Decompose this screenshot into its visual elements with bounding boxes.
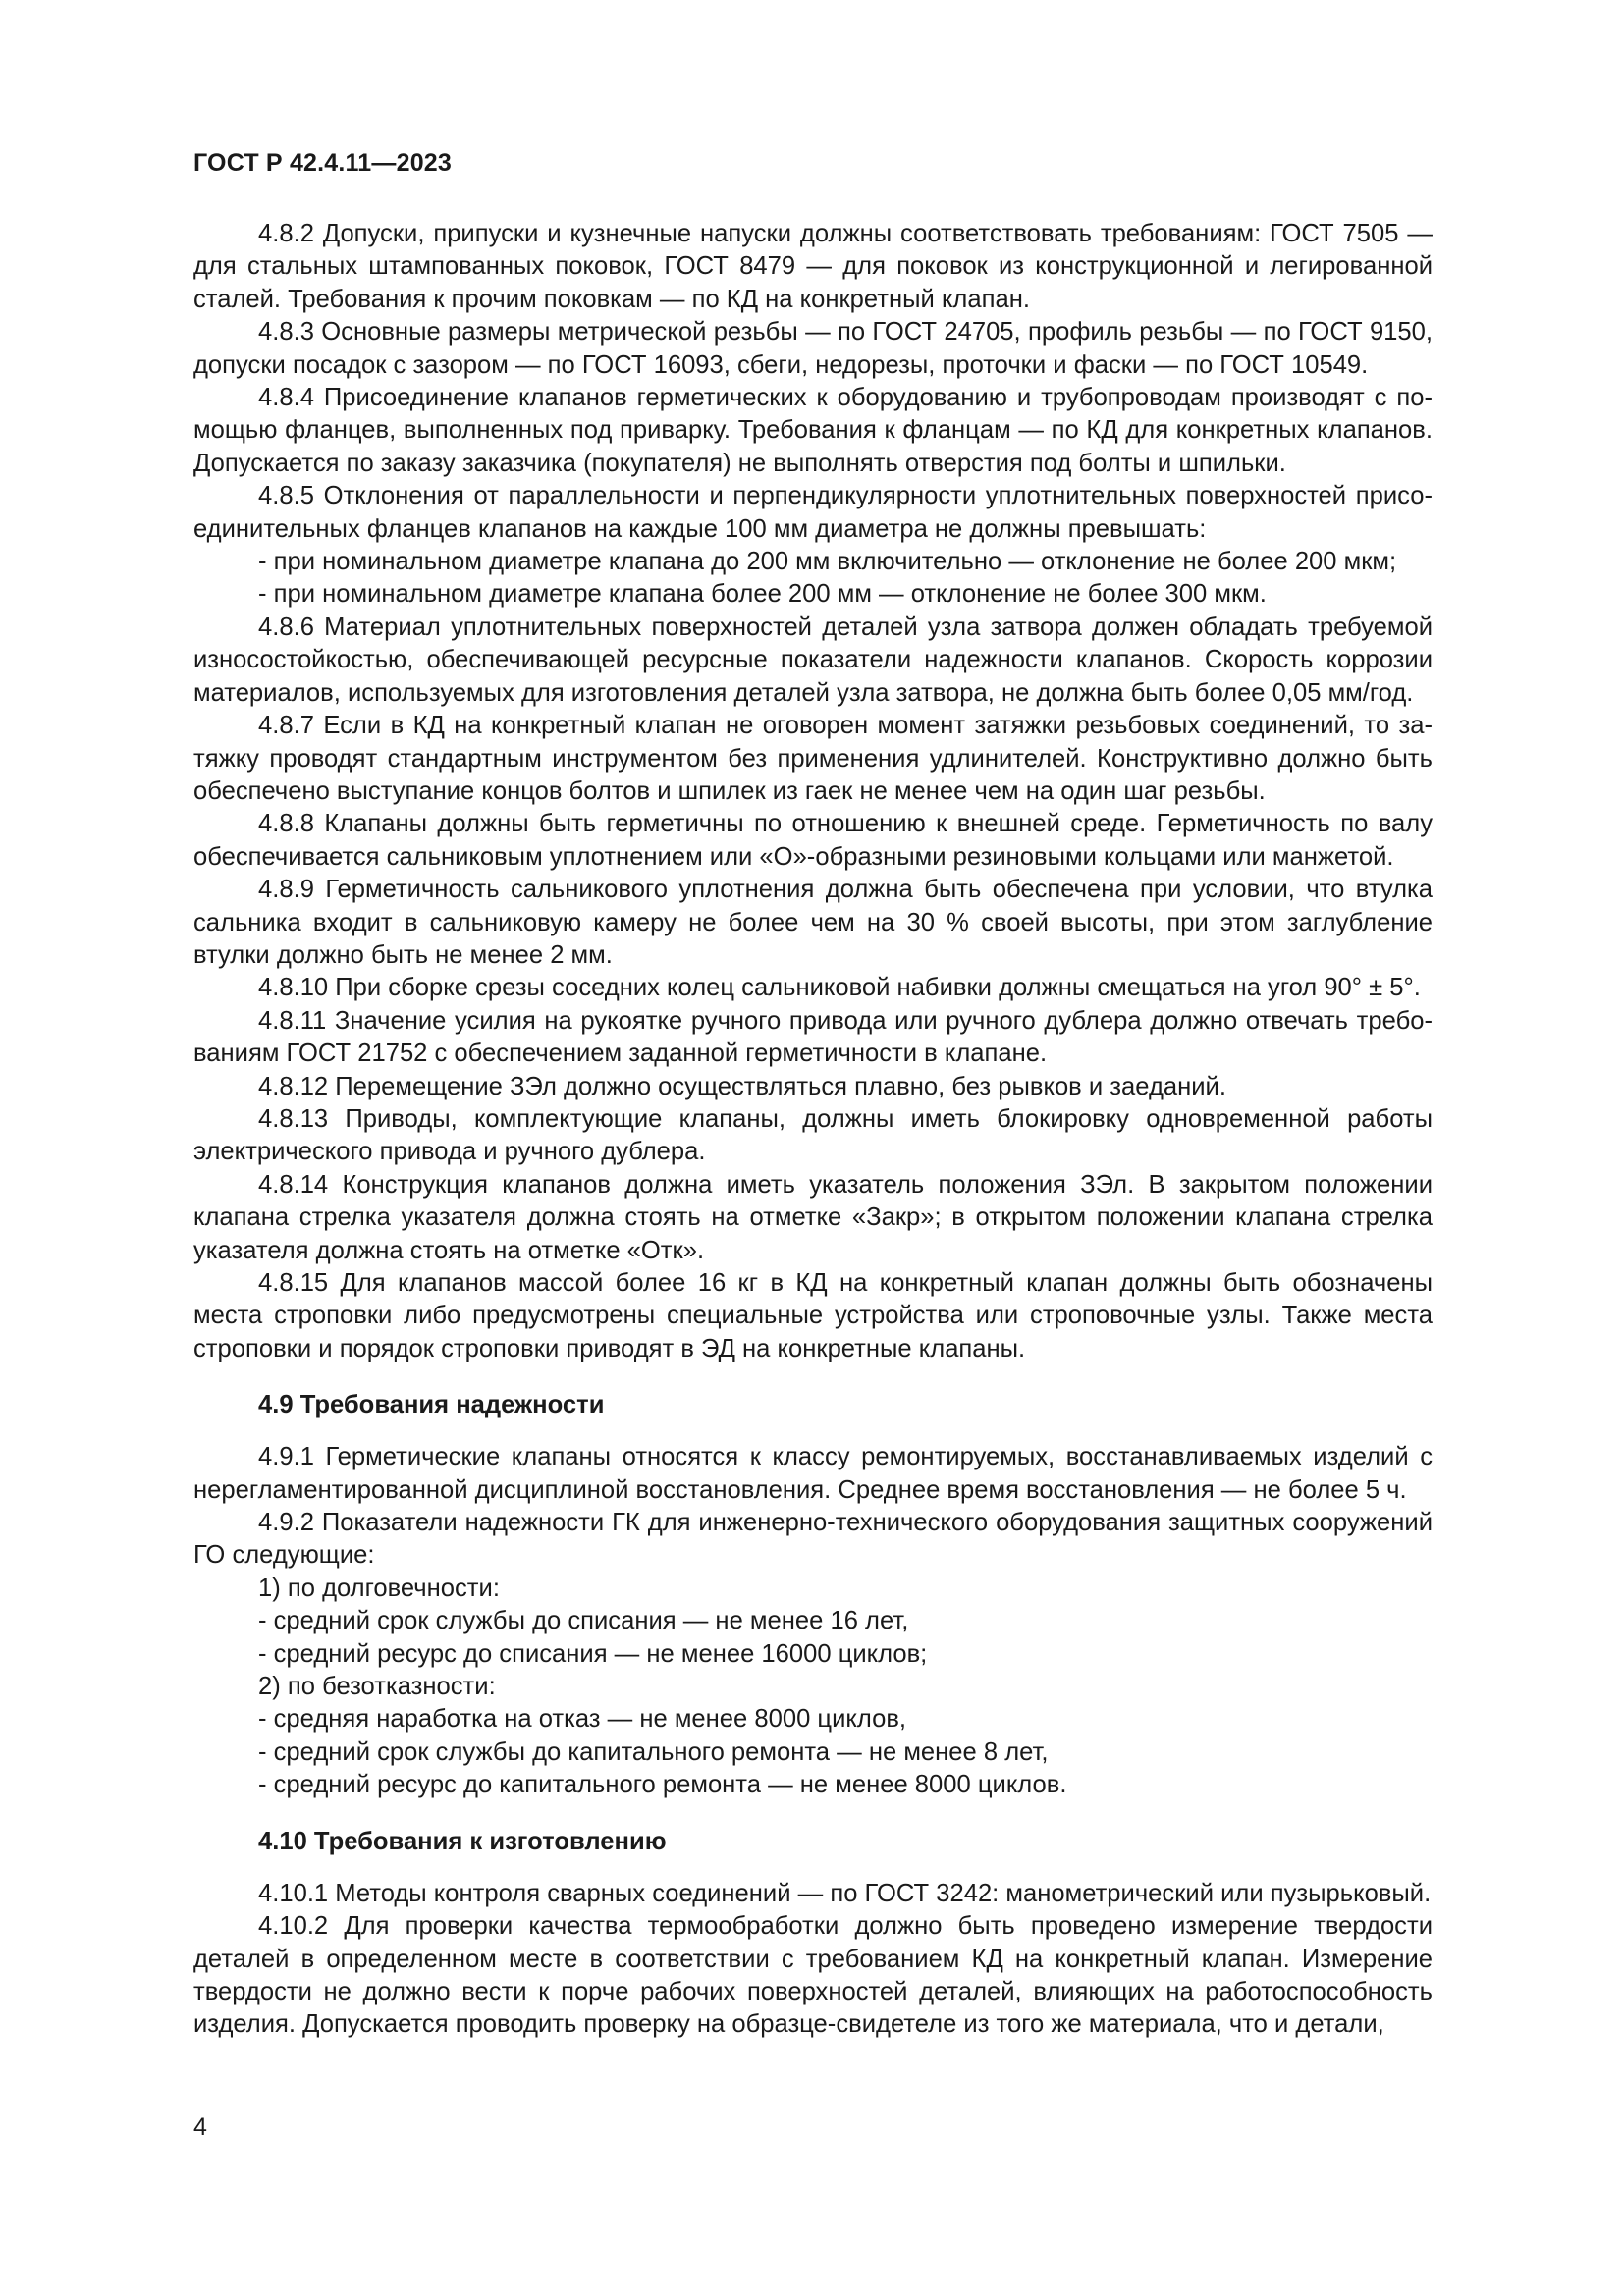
page-number: 4 <box>193 2113 207 2141</box>
list-item-4-8-5-a: - при номинальном диаметре клапана до 200 мм включительно — отклонение не более 200 мкм; <box>258 548 1397 576</box>
paragraph-4-8-2: 4.8.2 Допуски, припуски и кузнечные напуски должны соответствовать требованиям: ГОСТ 7505 — для стальных штампованных поковок, ГОСТ 8479 — для поковок из конструкционной и легированной сталей. Требования к прочим поковкам — по КД на конкретный клапан. <box>193 220 1433 313</box>
document-code-header: ГОСТ Р 42.4.11—2023 <box>193 149 453 177</box>
list-item-reliability: 2) по безотказности: <box>258 1673 496 1701</box>
document-body <box>193 218 1433 2042</box>
paragraph-4-8-14: 4.8.14 Конструкция клапанов должна иметь указатель положения ЗЭл. В закрытом положении клапана стрелка указателя должна стоять на отметке «Закр»; в открытом положении клапана стрелка указателя должна стоять на отметке «Отк». <box>193 1170 1433 1264</box>
paragraph-4-9-1: 4.9.1 Герметические клапаны относятся к классу ремонтируемых, восстанавливаемых изделий с нерегламентированной дисциплиной восстановления. Среднее время восстановления — не более 5 ч. <box>193 1443 1433 1504</box>
list-item-durability: 1) по долговечности: <box>258 1574 500 1602</box>
list-item-4-8-5-b: - при номинальном диаметре клапана более 200 мм — отклонение не более 300 мкм. <box>258 580 1267 609</box>
list-item-reliability-a: - средняя наработка на отказ — не менее 8000 циклов, <box>258 1705 907 1734</box>
section-heading-4-9: 4.9 Требования надежности <box>258 1391 605 1419</box>
paragraph-4-10-1: 4.10.1 Методы контроля сварных соединений — по ГОСТ 3242: манометрический или пузырьковый. <box>258 1879 1432 1907</box>
paragraph-4-9-2: 4.9.2 Показатели надежности ГК для инженерно-технического оборудования защитных сооружений ГО следующие: <box>193 1509 1433 1570</box>
list-item-durability-a: - средний срок службы до списания — не менее 16 лет, <box>258 1607 909 1635</box>
paragraph-4-8-12: 4.8.12 Перемещение ЗЭл должно осуществляться плавно, без рывков и заеданий. <box>258 1072 1226 1100</box>
paragraph-4-8-11: 4.8.11 Значение усилия на рукоятке ручного привода или ручного дублера должно отвечать требованиям ГОСТ 21752 с обеспечением заданной герметичности в клапане. <box>193 1006 1433 1068</box>
list-item-reliability-b: - средний срок службы до капитального ремонта — не менее 8 лет, <box>258 1737 1049 1766</box>
paragraph-4-8-4: 4.8.4 Присоединение клапанов герметических к оборудованию и трубопроводам производят с помощью фланцев, выполненных под приварку. Требования к фланцам — по КД для конкретных клапанов. Допускается по заказу заказчика (покупателя) не выполнять отверстия под болты и шпильки. <box>193 384 1433 477</box>
paragraph-4-8-15: 4.8.15 Для клапанов массой более 16 кг в КД на конкретный клапан должны быть обозначены места строповки либо предусмотрены специальные устройства или строповочные узлы. Также места строповки и порядок строповки приводят в ЭД на конкретные клапаны. <box>193 1269 1433 1362</box>
paragraph-4-8-6: 4.8.6 Материал уплотнительных поверхностей деталей узла затвора должен обладать требуемой износостойкостью, обеспечивающей ресурсные показатели надежности клапанов. Скорость коррозии материалов, используемых для изготовления деталей узла затвора, не должна быть более 0,05 мм/год. <box>193 613 1433 707</box>
paragraph-4-8-10: 4.8.10 При сборке срезы соседних колец сальниковой набивки должны смещаться на угол 90° ± 5°. <box>258 974 1421 1002</box>
paragraph-4-10-2: 4.10.2 Для проверки качества термообработки должно быть проведено измерение твердости деталей в определенном месте в соответствии с требованием КД на конкретный клапан. Измерение твердости не должно вести к порче рабочих поверхностей деталей, влияющих на работоспособность изделия. Допускается проводить проверку на образце-свидетеле из того же материала, что и детали, <box>193 1912 1433 2039</box>
paragraph-4-8-5: 4.8.5 Отклонения от параллельности и перпендикулярности уплотнительных поверхностей присоединительных фланцев клапанов на каждые 100 мм диаметра не должны превышать: <box>193 482 1433 543</box>
paragraph-4-8-13: 4.8.13 Приводы, комплектующие клапаны, должны иметь блокировку одновременной работы электрического привода и ручного дублера. <box>193 1104 1433 1166</box>
paragraph-4-8-8: 4.8.8 Клапаны должны быть герметичны по отношению к внешней среде. Герметичность по валу обеспечивается сальниковым уплотнением или «О»-образными резиновыми кольцами или манжетой. <box>193 810 1433 871</box>
list-item-durability-b: - средний ресурс до списания — не менее 16000 циклов; <box>258 1639 928 1668</box>
paragraph-4-8-7: 4.8.7 Если в КД на конкретный клапан не оговорен момент затяжки резьбовых соединений, то затяжку проводят стандартным инструментом без применения удлинителей. Конструктивно должно быть обеспечено выступание концов болтов и шпилек из гаек не менее чем на один шаг резьбы. <box>193 712 1433 805</box>
paragraph-4-8-9: 4.8.9 Герметичность сальникового уплотнения должна быть обеспечена при условии, что втулка сальника входит в сальниковую камеру не более чем на 30 % своей высоты, при этом заглубление втулки должно быть не менее 2 мм. <box>193 876 1433 969</box>
section-heading-4-10: 4.10 Требования к изготовлению <box>258 1827 667 1855</box>
list-item-reliability-c: - средний ресурс до капитального ремонта — не менее 8000 циклов. <box>258 1771 1067 1799</box>
paragraph-4-8-3: 4.8.3 Основные размеры метрической резьбы — по ГОСТ 24705, профиль резьбы — по ГОСТ 9150, допуски посадок с зазором — по ГОСТ 16093, сбеги, недорезы, проточки и фаски — по ГОСТ 10549. <box>193 318 1433 379</box>
